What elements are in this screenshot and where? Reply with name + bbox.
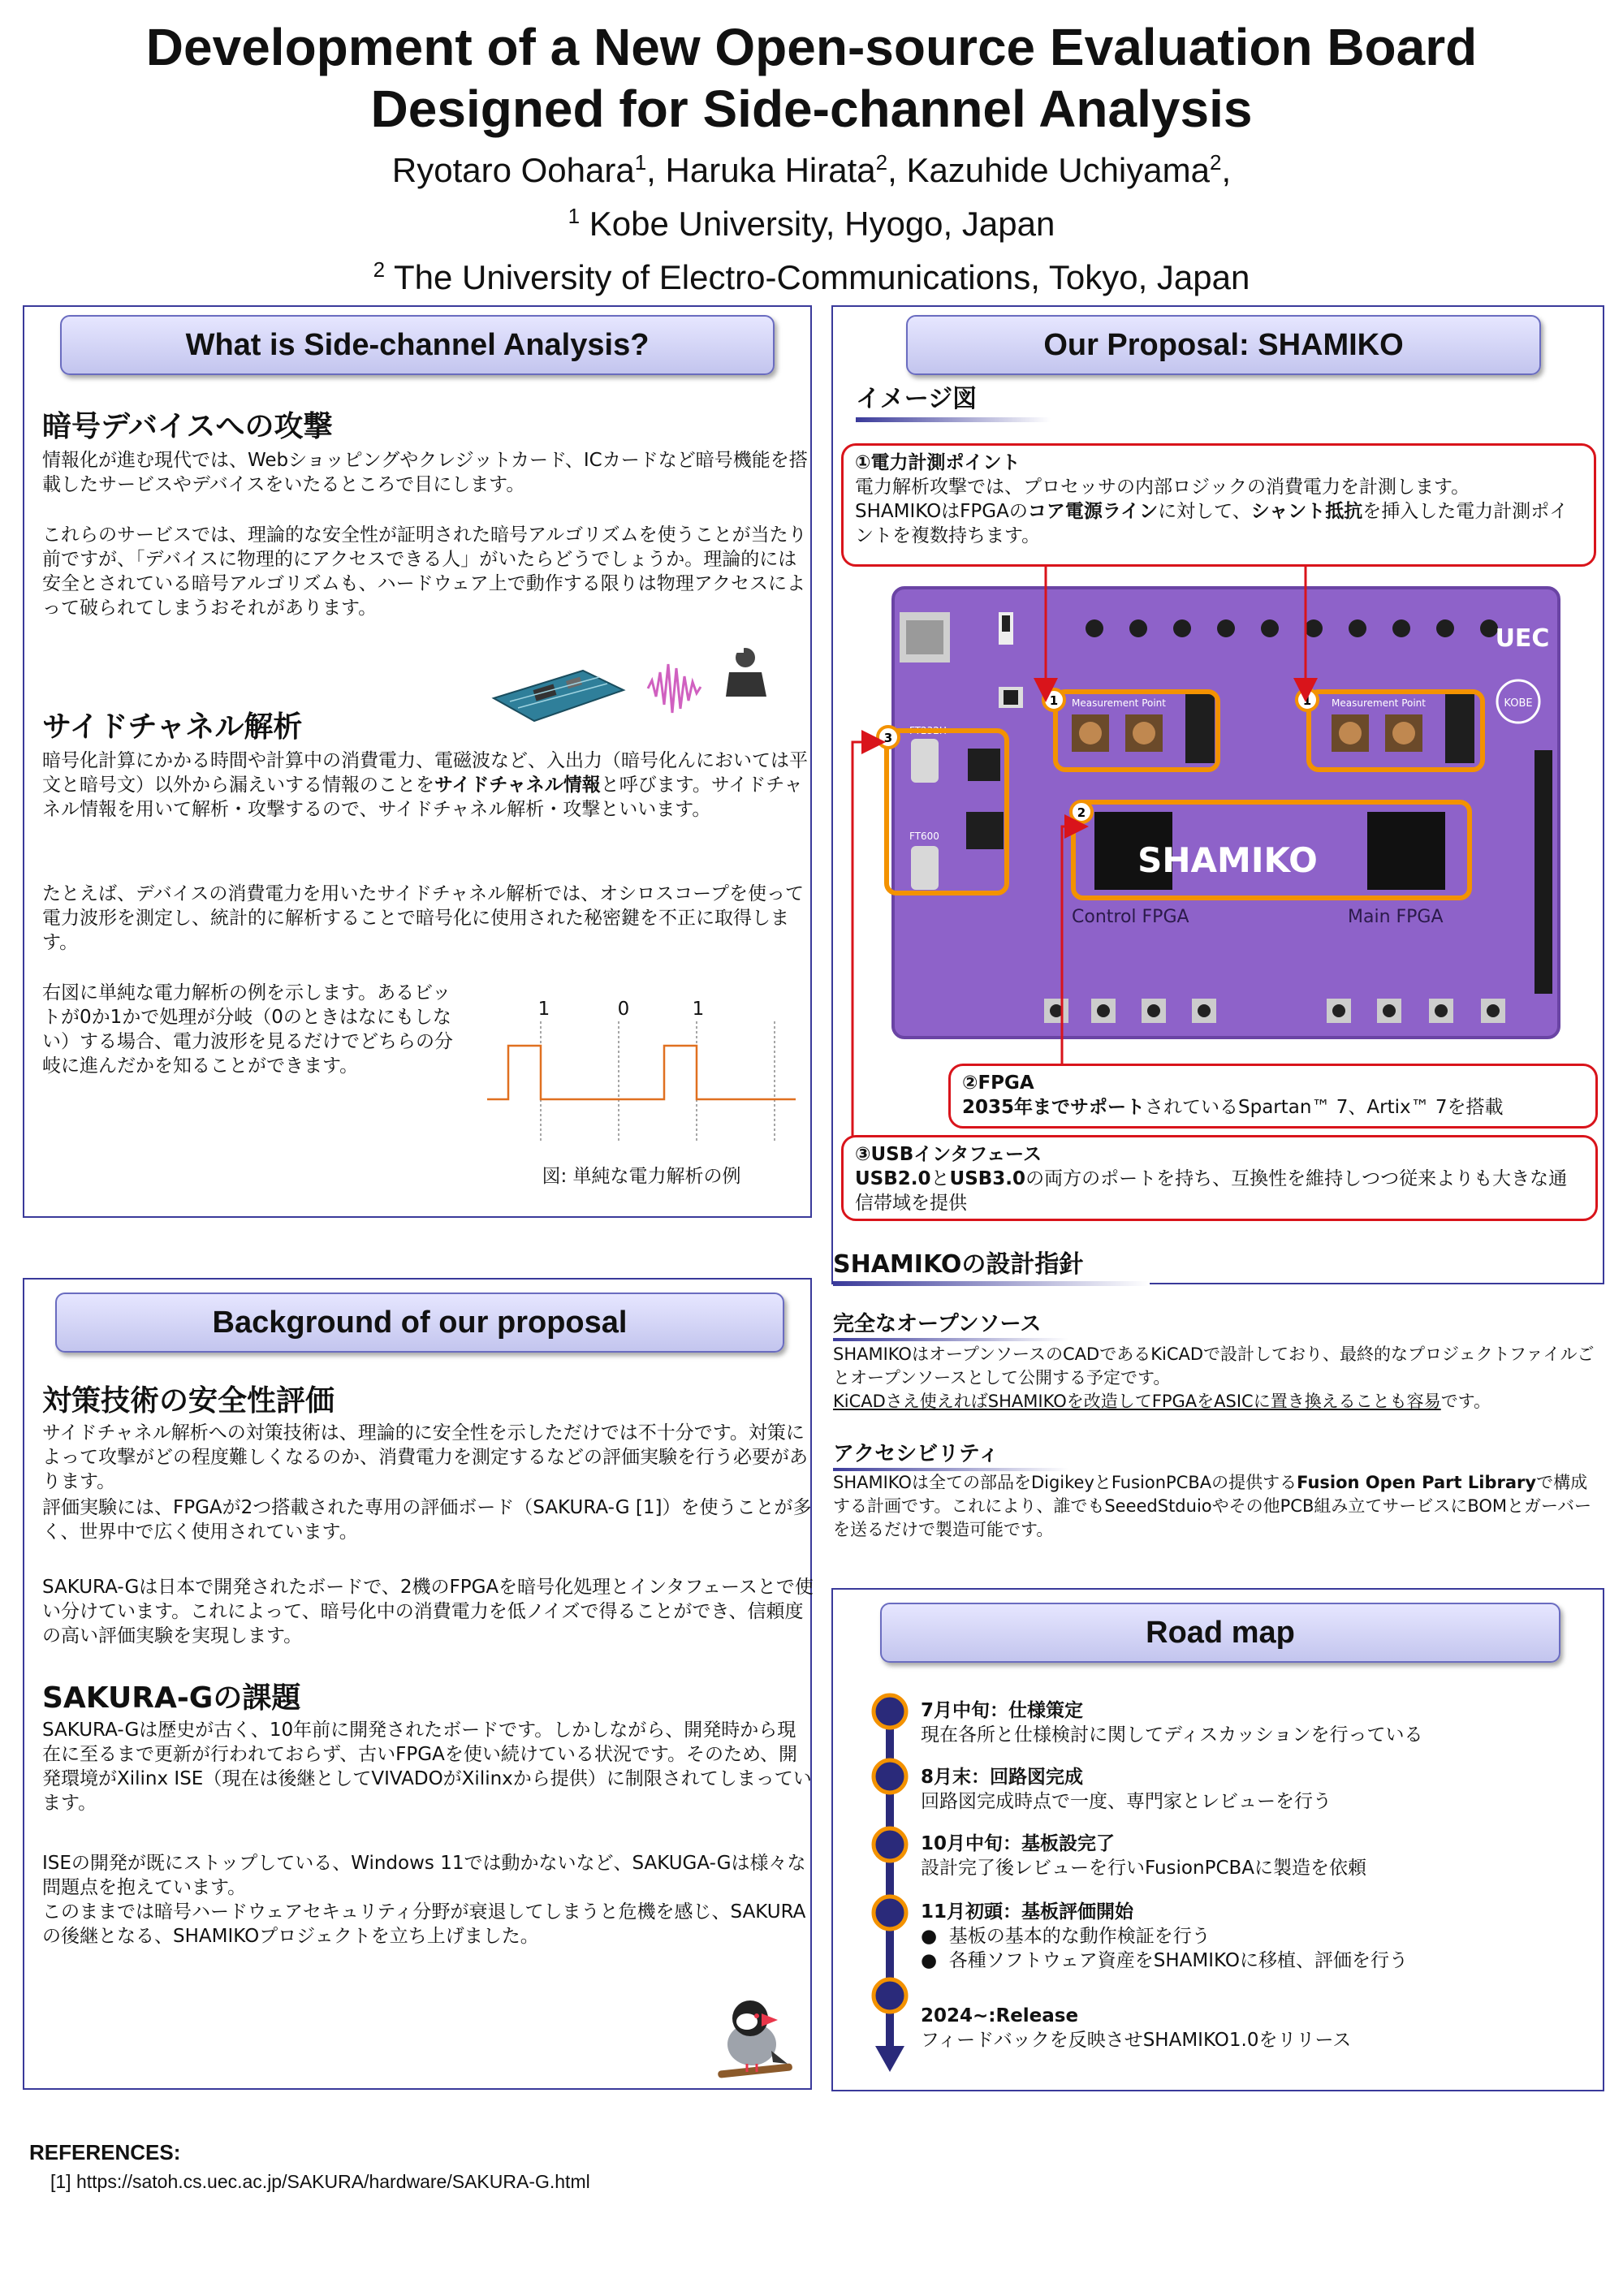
bit-label: 1 xyxy=(692,999,705,1020)
bold-term: USB2.0 xyxy=(855,1168,931,1189)
measurement-label: Measurement Point xyxy=(1072,697,1166,709)
author-list xyxy=(0,140,1623,193)
roadmap-item xyxy=(921,1900,1595,1973)
text-run: SHAMIKOは全ての部品をDigikeyとFusionPCBAの提供する xyxy=(833,1473,1297,1492)
text-run: されているSpartan™ 7、Artix™ 7を搭載 xyxy=(1145,1097,1504,1118)
callout-title: ③USBインタフェース xyxy=(855,1144,1042,1165)
text-run: の両方のポートを持ち、互換性を維持しつつ従来よりも大きな通信帯域を提供 xyxy=(855,1168,1568,1214)
callout-title: ②FPGA xyxy=(962,1072,1034,1094)
attack-illustration xyxy=(486,632,794,729)
title-underline xyxy=(833,1281,1150,1286)
circuit-board-icon xyxy=(494,671,624,721)
author-affiliation-mark: 1 xyxy=(634,150,647,175)
timeline xyxy=(865,1687,914,2093)
affiliation-number: 2 xyxy=(373,257,386,282)
section-heading: Background of our proposal xyxy=(55,1293,784,1353)
panel-side-channel-analysis xyxy=(23,305,812,1218)
board-logo: SHAMIKO xyxy=(1137,840,1318,880)
affiliation-2 xyxy=(0,247,1623,300)
title-line-1: Development of a New Open-source Evaluation Board xyxy=(145,18,1478,76)
roadmap-item-text: フィードバックを反映させSHAMIKO1.0をリリース xyxy=(921,2030,1352,2051)
bit-boundary-lines xyxy=(541,1021,775,1143)
waveform-icon xyxy=(648,664,701,713)
subsection-title: サイドチャネル解析 xyxy=(42,710,303,744)
paragraph: 右図に単純な電力解析の例を示します。あるビットが0か1かで処理が分岐（0のときはなにもしない）する場合、電力波形を見るだけでどちらの分岐に進んだかを知ることができます。 xyxy=(42,982,453,1077)
paragraph: たとえば、デバイスの消費電力を用いたサイドチャネル解析では、オシロスコープを使って電力波形を測定し、統計的に解析することで暗号化に使用された秘密鍵を不正に取得します。 xyxy=(42,883,804,953)
bold-term: USB3.0 xyxy=(949,1168,1026,1189)
bold-term: 2035年までサポート xyxy=(962,1097,1146,1118)
paragraph: ISEの開発が既にストップしている、Windows 11では動かないなど、SAKUGA-Gは様々な問題点を抱えています。 xyxy=(42,1853,806,1898)
callout-fpga xyxy=(948,1064,1598,1129)
paragraph xyxy=(833,1390,1599,1413)
marker-number: 1 xyxy=(1302,693,1312,708)
author-block xyxy=(0,140,1623,300)
callout-measurement-point xyxy=(841,443,1596,567)
paragraph: 評価実験には、FPGAが2つ搭載された専用の評価ボード（SAKURA-G [1]）を使うことが多く、世界中で広く使用されています。 xyxy=(42,1497,812,1543)
kobe-logo: KOBE xyxy=(1504,697,1533,710)
author-affiliation-mark: 2 xyxy=(875,150,888,175)
affiliation-number: 1 xyxy=(568,204,581,228)
bold-term: Fusion Open Part Library xyxy=(1297,1473,1537,1492)
callout-title: ①電力計測ポイント xyxy=(855,452,1021,473)
bit-label: 1 xyxy=(537,999,550,1020)
roadmap-item xyxy=(921,1765,1595,1814)
uec-logo: UEC xyxy=(1495,624,1550,653)
paragraph xyxy=(833,1471,1599,1542)
bold-term: サイドチャネル情報 xyxy=(434,775,601,796)
roadmap-item-text: 基板の基本的な動作検証を行う xyxy=(948,1926,1211,1947)
roadmap-item-title: 7月中旬：仕様策定 xyxy=(921,1700,1084,1721)
author-name: Kazuhide Uchiyama xyxy=(906,151,1210,189)
fpga-label: Main FPGA xyxy=(1348,907,1444,927)
bit-label: 0 xyxy=(617,999,630,1020)
title-line-2: Designed for Side-channel Analysis xyxy=(370,80,1253,138)
marker-number: 2 xyxy=(1077,805,1086,820)
paragraph: このままでは暗号ハードウェアセキュリティ分野が衰退してしまうと危機を感じ、SAKURAの後継となる、SHAMIKOプロジェクトを立ち上げました。 xyxy=(42,1901,806,1947)
subsection-title: 暗号デバイスへの攻撃 xyxy=(42,410,333,443)
bold-term: シャント抵抗 xyxy=(1250,501,1363,522)
text-run: です。 xyxy=(1440,1392,1491,1411)
paragraph: サイドチャネル解析への対策技術は、理論的に安全性を示しただけでは不十分です。対策によって攻撃がどの程度難しくなるのか、消費電力を測定するなどの評価実験を行う必要があります。 xyxy=(42,1422,808,1492)
section-heading: Road map xyxy=(880,1603,1560,1663)
subsection-title: 対策技術の安全性評価 xyxy=(42,1384,335,1418)
text-run: に対して、 xyxy=(1158,501,1251,522)
paragraph: SAKURA-Gは日本で開発されたボードで、2機のFPGAを暗号化処理とインタフェースとで使い分けています。これによって、暗号化中の消費電力を低ノイズで得ることができ、信頼度の高い評価実験を実現します。 xyxy=(42,1577,814,1646)
affiliation-name: The University of Electro-Communications, Tokyo, Japan xyxy=(385,258,1250,296)
roadmap-item xyxy=(921,1832,1595,1880)
callout-usb xyxy=(841,1135,1598,1221)
panel-proposal xyxy=(831,305,1604,1284)
section-heading: What is Side-channel Analysis? xyxy=(60,315,775,375)
poster-title xyxy=(0,16,1623,140)
spa-waveform-figure xyxy=(463,1021,804,1143)
roadmap-item-text: 回路図完成時点で一度、専門家とレビューを行う xyxy=(921,1791,1332,1812)
references-title: REFERENCES: xyxy=(29,2140,181,2164)
figure-caption: 図: 単純な電力解析の例 xyxy=(542,1166,741,1187)
measurement-label: Measurement Point xyxy=(1332,697,1426,709)
power-trace xyxy=(487,1046,796,1099)
image-title: イメージ図 xyxy=(856,385,978,413)
roadmap-item-text: 設計完了後レビューを行いFusionPCBAに製造を依頼 xyxy=(921,1858,1367,1879)
text-run: を挿入した電力計測ポイントを複数持ちます。 xyxy=(855,501,1569,546)
affiliation-name: Kobe University, Hyogo, Japan xyxy=(580,205,1055,243)
author-name: Ryotaro Oohara xyxy=(391,151,635,189)
text-run: で構成する計画です。これにより、誰でもSeeedStduioやその他PCB組み立てサービスにBOMとガーバーを送るだけで製造可能です。 xyxy=(833,1473,1591,1539)
author-separator: , xyxy=(1221,151,1232,189)
paragraph: SAKURA-Gは歴史が古く、10年前に開発されたボードです。しかしながら、開発時から現在に至るまで更新が行われておらず、古いFPGAを使い続けている状況です。そのため、開発環境がXilinx ISE（現在は後継としてVIVADOがXilinxから提供）に制限されてしまっています。 xyxy=(42,1720,812,1814)
roadmap-bullet: ● 各種ソフトウェア資産をSHAMIKOに移植、評価を行う xyxy=(921,1950,1408,1971)
java-sparrow-icon xyxy=(703,1994,801,2083)
text-run: と xyxy=(930,1168,950,1189)
author-name: Haruka Hirata xyxy=(665,151,876,189)
underlined-text: KiCADさえ使えればSHAMIKOを改造してFPGAをASICに置き換えることも容易 xyxy=(833,1392,1441,1411)
author-affiliation-mark: 2 xyxy=(1209,150,1222,175)
attacker-icon xyxy=(726,648,766,697)
subsection-title: 完全なオープンソース xyxy=(833,1312,1042,1336)
roadmap-item-title: 11月初頭：基板評価開始 xyxy=(921,1901,1134,1923)
roadmap-item-title: 2024~:Release xyxy=(921,2005,1079,2026)
paragraph: 情報化が進む現代では、Webショッピングやクレジットカード、ICカードなど暗号機能を搭載したサービスやデバイスをいたるところで目にします。 xyxy=(42,450,808,495)
paragraph: これらのサービスでは、理論的な安全性が証明された暗号アルゴリズムを使うことが当たり前ですが、「デバイスに物理的にアクセスできる人」がいたらどうでしょうか。理論的には安全とされている暗号アルゴリズムも、ハードウェア上で動作する限りは物理アクセスによって破られてしまうおそれがあります。 xyxy=(42,524,807,619)
bold-term: コア電源ライン xyxy=(1027,501,1159,522)
ftdi-label: FT600 xyxy=(909,831,939,842)
fpga-label: Control FPGA xyxy=(1072,907,1189,927)
ftdi-label: FT232H xyxy=(909,725,947,736)
callout-line: 電力解析攻撃では、プロセッサの内部ロジックの消費電力を計測します。 xyxy=(855,477,1470,498)
roadmap-item-title: 8月末：回路図完成 xyxy=(921,1767,1084,1788)
author-separator: , xyxy=(887,151,907,189)
marker-number: 3 xyxy=(883,731,893,745)
timeline-arrow xyxy=(875,2046,904,2072)
marker-number: 1 xyxy=(1049,693,1059,708)
roadmap-item xyxy=(921,1698,1595,1747)
subsection-title: SAKURA-Gの課題 xyxy=(42,1681,301,1715)
callout-line xyxy=(855,1167,1584,1215)
callout-line xyxy=(855,499,1582,548)
affiliation-1 xyxy=(0,193,1623,247)
subsection-title: アクセシビリティ xyxy=(833,1442,999,1466)
text-run: SHAMIKOはFPGAの xyxy=(855,501,1028,522)
section-heading: Our Proposal: SHAMIKO xyxy=(906,315,1541,375)
paragraph: SHAMIKOはオープンソースのCADであるKiCADで設計しており、最終的なプロジェクトファイルごとオープンソースとして公開する予定です。 xyxy=(833,1344,1595,1388)
roadmap-item xyxy=(921,2004,1595,2052)
policy-title: SHAMIKOの設計指針 xyxy=(833,1250,1084,1279)
title-underline xyxy=(833,1338,1068,1341)
text-run: と呼びます。サイドチャネル情報を用いて解析・攻撃するので、サイドチャネル解析・攻撃といいます。 xyxy=(42,775,803,820)
roadmap-item-text: 現在各所と仕様検討に関してディスカッションを行っている xyxy=(921,1724,1423,1746)
text-run: 暗号化計算にかかる時間や計算中の消費電力、電磁波など、入出力（暗号化んにおいては平文と暗号文）以外から漏えいする情報のことを xyxy=(42,750,808,796)
roadmap-item-title: 10月中旬：基板設完了 xyxy=(921,1833,1116,1854)
roadmap-bullet: ● 基板の基本的な動作検証を行う xyxy=(921,1926,1211,1947)
reference-item: [1] https://satoh.cs.uec.ac.jp/SAKURA/hardware/SAKURA-G.html xyxy=(50,2171,590,2192)
paragraph xyxy=(42,749,814,822)
author-separator: , xyxy=(646,151,666,189)
panel-roadmap xyxy=(831,1588,1604,2091)
panel-background xyxy=(23,1278,812,2090)
roadmap-item-text: 各種ソフトウェア資産をSHAMIKOに移植、評価を行う xyxy=(948,1950,1408,1971)
callout-line xyxy=(962,1095,1584,1120)
